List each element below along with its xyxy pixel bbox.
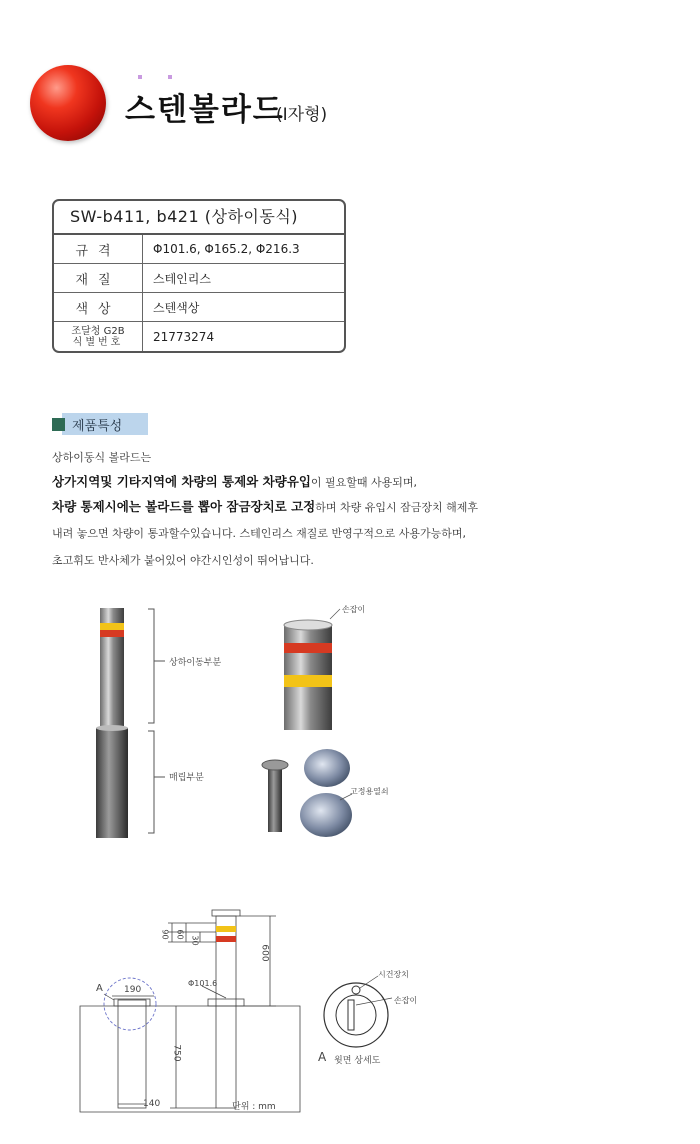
spec-label — [54, 322, 143, 352]
bollard-photo — [96, 608, 128, 838]
feature-text: 초고휘도 반사체가 붙어있어 야간시인성이 뛰어납니다. — [52, 554, 314, 567]
spec-model: SW-b411, b421 (상하이동식) — [54, 201, 344, 235]
buried-part-label: 매립부분 — [169, 773, 204, 783]
reflector-red — [216, 936, 236, 942]
feature-text — [52, 497, 478, 515]
fix-key-label: 고정용열쇠 — [350, 787, 389, 796]
dim-750: 750 — [171, 1044, 182, 1062]
diameter-label: Φ101.6 — [188, 979, 218, 988]
dim-60: 60 — [175, 929, 185, 940]
technical-drawing — [0, 900, 700, 1130]
lid-disc — [300, 793, 352, 837]
spec-table — [52, 199, 346, 353]
lid-disc — [304, 749, 350, 787]
feature-bold: 상가지역및 기타지역에 차량의 통제와 차량유입 — [52, 474, 311, 489]
page-subtitle: (I자형) — [276, 105, 328, 125]
sleeve-photo — [262, 760, 288, 832]
decor-dot — [168, 75, 172, 79]
spec-value: Φ101.6, Φ165.2, Φ216.3 — [153, 242, 300, 256]
page-title: 스텐볼라드 — [125, 92, 285, 128]
decor-dot — [138, 75, 142, 79]
detail-a-marker: A — [96, 983, 103, 994]
feature-square-icon — [52, 418, 65, 431]
detail-a-label: A — [318, 1050, 327, 1064]
feature-text: 내려 놓으면 차량이 통과할수있습니다. 스테인리스 재질로 반영구적으로 사용가능하며, — [52, 527, 467, 540]
dim-30: 30 — [190, 935, 200, 946]
detail-title: 윗면 상세도 — [334, 1056, 381, 1066]
spec-label: 재질 — [54, 264, 143, 292]
feature-bold: 차량 통제시에는 볼라드를 뽑아 잠금장치로 고정 — [52, 499, 316, 514]
dim-190: 190 — [124, 985, 142, 995]
feature-rest: 하며 차량 유입시 잠금장치 해제후 — [315, 501, 479, 514]
top-view-detail — [324, 976, 392, 1047]
spec-row — [54, 322, 344, 352]
bollard-top-photo — [284, 609, 340, 730]
unit-label: 단위 : mm — [232, 1102, 276, 1112]
lock-label: 시건장치 — [378, 970, 409, 979]
feature-heading: 제품특성 — [72, 419, 123, 434]
spec-value: 21773274 — [153, 330, 215, 344]
spec-label: 색상 — [54, 293, 143, 321]
spec-row — [54, 293, 344, 322]
feature-text — [52, 472, 417, 490]
spec-label: 규격 — [54, 235, 143, 263]
dim-140: 140 — [143, 1099, 161, 1109]
spec-value: 스텐색상 — [153, 300, 200, 315]
spec-row — [54, 264, 344, 293]
spec-label-line2: 식별번호 — [72, 337, 124, 348]
handle-label-drawing: 손잡이 — [394, 996, 418, 1005]
spec-value: 스테인리스 — [153, 271, 211, 286]
spec-row — [54, 235, 344, 264]
reflector-yellow — [216, 926, 236, 932]
feature-rest: 이 필요할때 사용되며, — [310, 476, 418, 489]
upper-part-label: 상하이동부분 — [169, 658, 222, 668]
spec-label-line1: 조달청 G2B — [71, 326, 125, 337]
handle-label: 손잡이 — [342, 605, 366, 614]
product-photos — [0, 595, 700, 855]
red-ball-icon — [30, 65, 106, 141]
feature-text: 상하이동식 볼라드는 — [52, 451, 152, 464]
dim-600: 600 — [259, 944, 270, 962]
dim-90: 90 — [160, 929, 170, 940]
